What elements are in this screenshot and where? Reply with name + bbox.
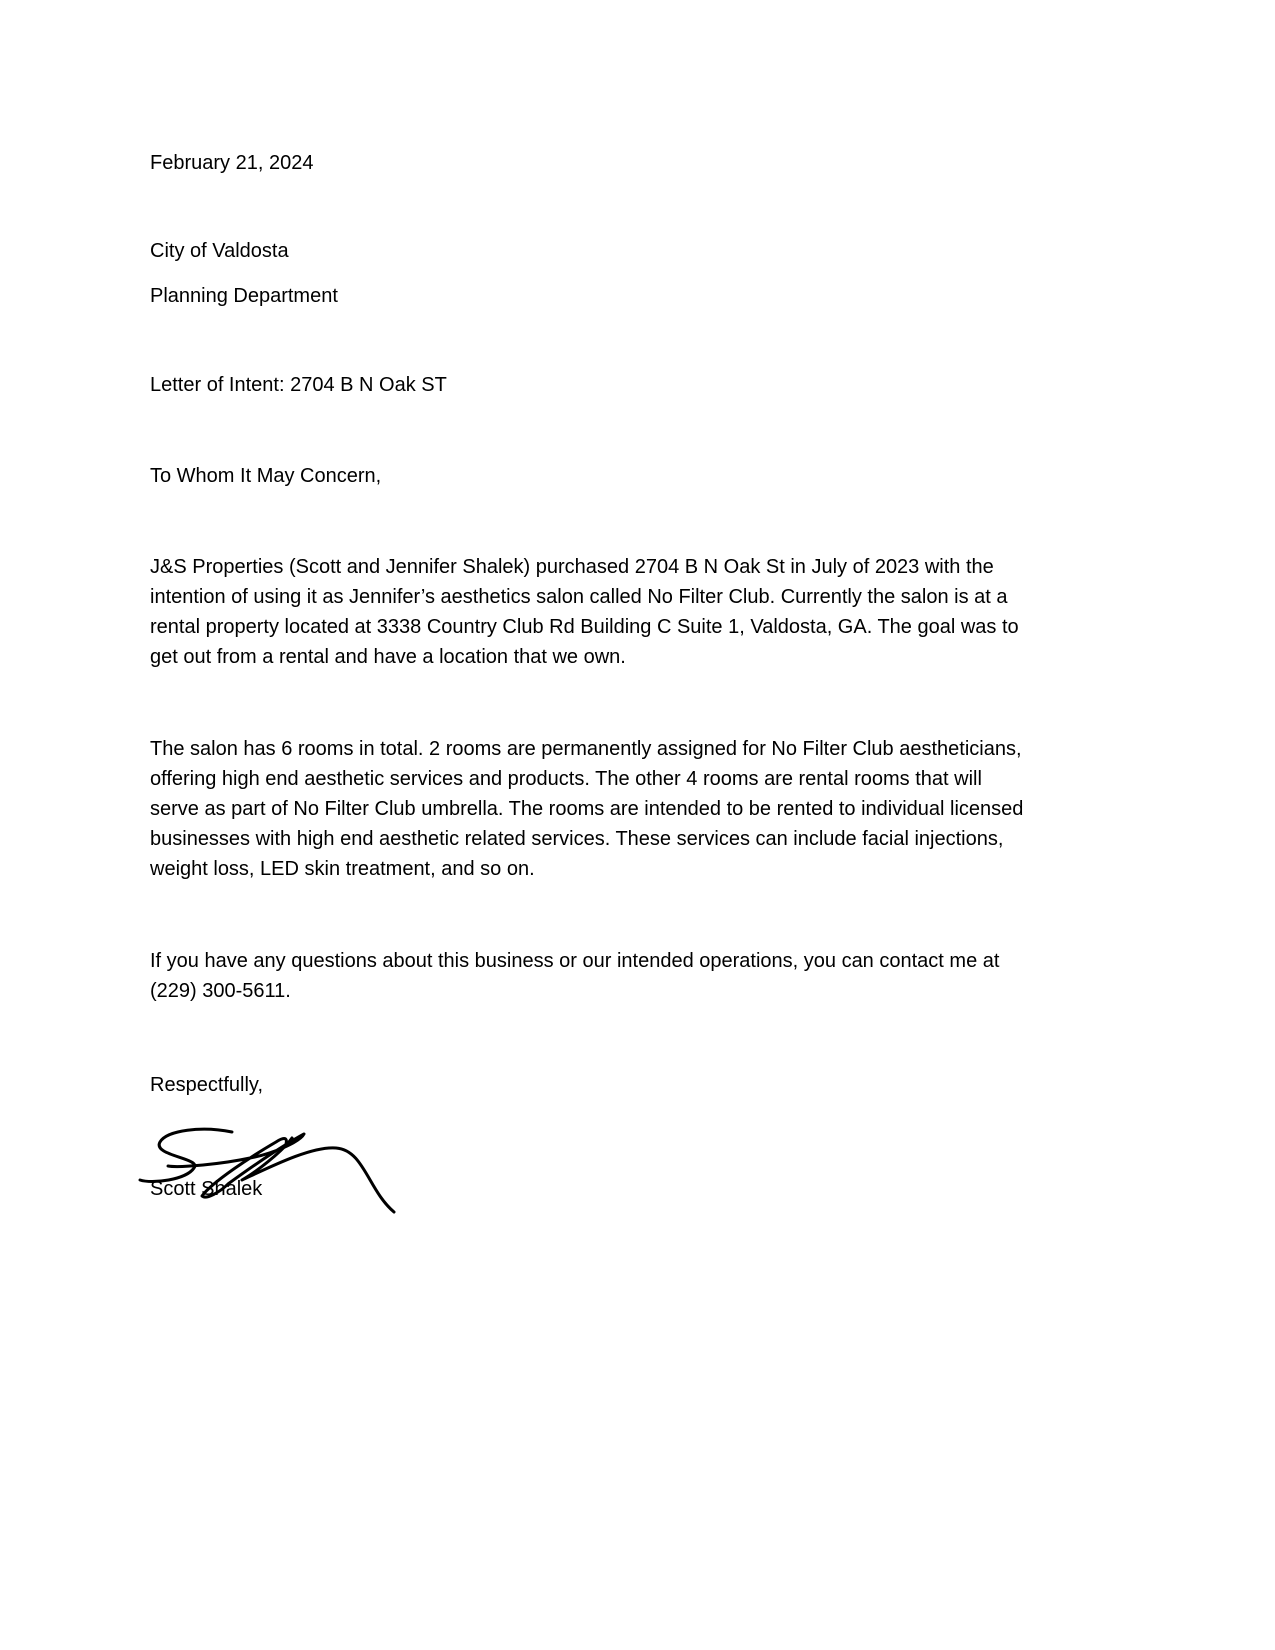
paragraph-line: J&S Properties (Scott and Jennifer Shalek) purchased 2704 B N Oak St in July of 2023 with the	[150, 556, 994, 578]
paragraph-line: weight loss, LED skin treatment, and so on.	[150, 858, 535, 880]
signer-name: Scott Shalek	[150, 1178, 263, 1200]
letter-subject: Letter of Intent: 2704 B N Oak ST	[150, 374, 447, 396]
closing: Respectfully,	[150, 1074, 264, 1096]
paragraph-line: If you have any questions about this business or our intended operations, you can contact me at	[150, 950, 1000, 972]
paragraph-line: businesses with high end aesthetic related services. These services can include facial injections,	[150, 828, 1004, 850]
paragraph-purchase	[150, 552, 1130, 672]
paragraph-rooms	[150, 734, 1130, 884]
paragraph-line: intention of using it as Jennifer’s aesthetics salon called No Filter Club. Currently the salon is at a	[150, 586, 1008, 608]
letter-date: February 21, 2024	[150, 152, 314, 174]
paragraph-line: (229) 300-5611.	[150, 980, 291, 1002]
paragraph-line: offering high end aesthetic services and products. The other 4 rooms are rental rooms that will	[150, 768, 982, 790]
recipient-department: Planning Department	[150, 285, 338, 307]
salutation: To Whom It May Concern,	[150, 465, 382, 487]
paragraph-line: get out from a rental and have a location that we own.	[150, 646, 626, 668]
recipient-organization: City of Valdosta	[150, 240, 289, 262]
paragraph-line: The salon has 6 rooms in total. 2 rooms are permanently assigned for No Filter Club aestheticians,	[150, 738, 1022, 760]
paragraph-line: rental property located at 3338 Country Club Rd Building C Suite 1, Valdosta, GA. The goal was to	[150, 616, 1019, 638]
paragraph-line: serve as part of No Filter Club umbrella. The rooms are intended to be rented to individual licensed	[150, 798, 1024, 820]
paragraph-contact	[150, 946, 1130, 1006]
